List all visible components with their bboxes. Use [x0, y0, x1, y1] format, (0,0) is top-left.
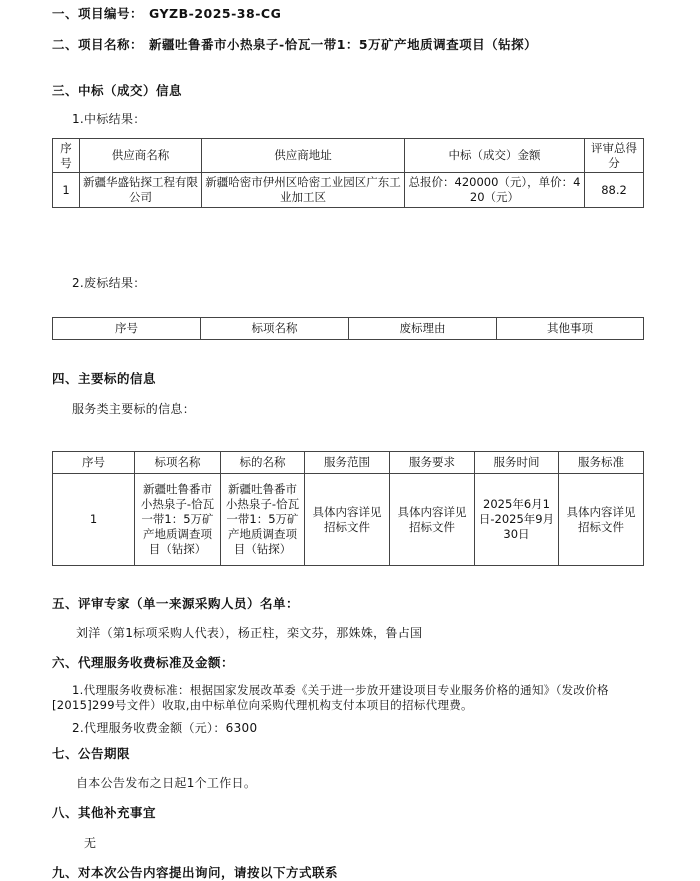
- fail-table: [52, 317, 644, 340]
- award-cell-amount: 总报价：420000（元），单价：420（元）: [405, 173, 585, 208]
- project-number: GYZB-2025-38-CG: [149, 6, 282, 21]
- subject-cell-scope: 具体内容详见招标文件: [305, 474, 390, 566]
- subject-header-item: 标项名称: [135, 452, 221, 474]
- subject-cell-time: 2025年6月1日-2025年9月30日: [475, 474, 559, 566]
- fail-header-no: 序号: [53, 318, 201, 340]
- section-8-title: 八、其他补充事宜: [52, 805, 157, 820]
- section-5-title: 五、评审专家（单一来源采购人员）名单：: [52, 596, 300, 611]
- supplement-text: 无: [84, 836, 97, 850]
- fee-standard-line-1: 1.代理服务收费标准：根据国家发展改革委《关于进一步放开建设项目专业服务价格的通知》（发改价格: [72, 683, 609, 697]
- fail-table-header: [53, 318, 644, 340]
- service-subject-label: 服务类主要标的信息：: [72, 402, 196, 416]
- subject-cell-target: 新疆吐鲁番市小热泉子-恰瓦一带1：5万矿产地质调查项目（钻探）: [221, 474, 305, 566]
- table-row: [53, 474, 644, 566]
- project-number-line: [52, 4, 281, 22]
- subject-table-header: [53, 452, 644, 474]
- award-cell-address: 新疆哈密市伊州区哈密工业园区广东工业加工区: [202, 173, 405, 208]
- project-name-line: [52, 35, 537, 53]
- subject-header-scope: 服务范围: [305, 452, 390, 474]
- subject-header-standard: 服务标准: [559, 452, 644, 474]
- subject-header-requirement: 服务要求: [390, 452, 475, 474]
- award-header-no: 序号: [53, 139, 80, 173]
- subject-header-target: 标的名称: [221, 452, 305, 474]
- award-header-supplier: 供应商名称: [80, 139, 202, 173]
- subject-cell-standard: 具体内容详见招标文件: [559, 474, 644, 566]
- notice-period: 自本公告发布之日起1个工作日。: [76, 776, 257, 790]
- award-header-amount: 中标（成交）金额: [405, 139, 585, 173]
- award-cell-supplier: 新疆华盛钻探工程有限公司: [80, 173, 202, 208]
- fail-header-other: 其他事项: [497, 318, 644, 340]
- award-cell-no: 1: [53, 173, 80, 208]
- award-cell-score: 88.2: [585, 173, 644, 208]
- expert-list: 刘洋（第1标项采购人代表），杨正柱，栾文芬，那姝姝，鲁占国: [76, 626, 423, 640]
- subject-cell-requirement: 具体内容详见招标文件: [390, 474, 475, 566]
- section-4-title: 四、主要标的信息: [52, 371, 157, 386]
- subject-cell-no: 1: [53, 474, 135, 566]
- award-header-score: 评审总得分: [585, 139, 644, 173]
- fee-standard-line-2: [2015]299号文件）收取,由中标单位向采购代理机构支付本项目的招标代理费。: [52, 698, 473, 712]
- award-table: [52, 138, 644, 208]
- award-result-label: 1.中标结果：: [72, 112, 146, 126]
- section-6-title: 六、代理服务收费标准及金额：: [52, 655, 235, 670]
- section-3-title: 三、中标（成交）信息: [52, 83, 183, 98]
- subject-cell-item: 新疆吐鲁番市小热泉子-恰瓦一带1：5万矿产地质调查项目（钻探）: [135, 474, 221, 566]
- table-row: [53, 173, 644, 208]
- fail-header-reason: 废标理由: [349, 318, 497, 340]
- subject-table: [52, 451, 644, 566]
- fail-header-item: 标项名称: [201, 318, 349, 340]
- section-1-title: 一、项目编号：: [52, 6, 144, 21]
- fail-result-label: 2.废标结果：: [72, 276, 146, 290]
- subject-header-time: 服务时间: [475, 452, 559, 474]
- section-7-title: 七、公告期限: [52, 746, 131, 761]
- section-9-title: 九、对本次公告内容提出询问，请按以下方式联系: [52, 865, 339, 880]
- project-name: 新疆吐鲁番市小热泉子-恰瓦一带1：5万矿产地质调查项目（钻探）: [149, 37, 538, 52]
- section-2-title: 二、项目名称：: [52, 37, 144, 52]
- award-table-header: [53, 139, 644, 173]
- award-header-address: 供应商地址: [202, 139, 405, 173]
- fee-amount: 2.代理服务收费金额（元）：6300: [72, 721, 258, 735]
- subject-header-no: 序号: [53, 452, 135, 474]
